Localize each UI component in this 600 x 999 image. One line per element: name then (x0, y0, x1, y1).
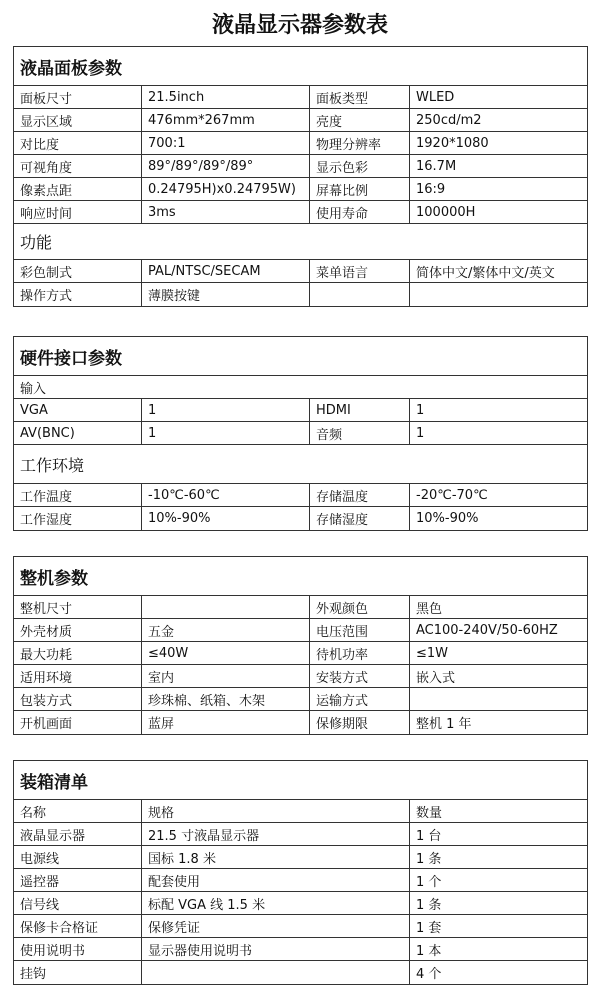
value-cell: 室内 (142, 665, 310, 687)
label-cell: 彩色制式 (14, 260, 142, 282)
qty-cell: 1 台 (416, 828, 442, 844)
qty-cell: 4 个 (416, 967, 442, 982)
table-row (14, 688, 587, 711)
panel-section (13, 46, 588, 307)
value-cell: 0.24795H)x0.24795W) (142, 178, 310, 200)
label-cell: 使用寿命 (310, 201, 410, 223)
value-cell: ≤1W (416, 645, 449, 661)
label-cell: 整机尺寸 (14, 596, 142, 618)
label-cell: VGA (14, 399, 142, 421)
value-cell (142, 596, 310, 618)
table-row (14, 283, 587, 306)
label-cell: 操作方式 (14, 283, 142, 306)
packing-heading: 装箱清单 (14, 761, 587, 800)
panel-table (14, 86, 587, 224)
label-cell: 显示色彩 (310, 155, 410, 177)
qty-cell: 1 本 (416, 943, 442, 959)
value-cell: 1 (416, 402, 425, 418)
value-cell: WLED (416, 89, 455, 105)
value-cell: 10%-90% (142, 507, 310, 530)
label-cell: 电压范围 (310, 619, 410, 641)
value-cell: 476mm*267mm (142, 109, 310, 131)
name-cell: 液晶显示器 (14, 823, 142, 845)
value-cell: -10℃-60℃ (142, 484, 310, 506)
label-cell: HDMI (310, 399, 410, 421)
table-row (14, 619, 587, 642)
table-row (14, 846, 587, 869)
name-cell: 遥控器 (14, 869, 142, 891)
spec-cell: 21.5 寸液晶显示器 (142, 823, 410, 845)
label-cell: 安装方式 (310, 665, 410, 687)
column-header: 名称 (14, 800, 142, 822)
environment-heading: 工作环境 (14, 445, 587, 484)
table-row (14, 711, 587, 734)
table-row (14, 961, 587, 984)
name-cell: 使用说明书 (14, 938, 142, 960)
label-cell: 屏幕比例 (310, 178, 410, 200)
spec-cell: 显示器使用说明书 (142, 938, 410, 960)
label-cell (310, 283, 410, 306)
label-cell: 工作温度 (14, 484, 142, 506)
label-cell: 亮度 (310, 109, 410, 131)
label-cell: 物理分辨率 (310, 132, 410, 154)
table-row (14, 665, 587, 688)
function-heading: 功能 (14, 224, 587, 260)
label-cell: 外壳材质 (14, 619, 142, 641)
table-row (14, 422, 587, 445)
value-cell: 珍珠棉、纸箱、木架 (142, 688, 310, 710)
spec-cell (142, 961, 410, 984)
packing-section (13, 760, 588, 985)
value-cell: 黑色 (416, 601, 443, 617)
label-cell: 待机功率 (310, 642, 410, 664)
name-cell: 信号线 (14, 892, 142, 914)
table-header-row (14, 800, 587, 823)
value-cell: PAL/NTSC/SECAM (142, 260, 310, 282)
column-header: 规格 (142, 800, 410, 822)
table-row (14, 642, 587, 665)
table-row (14, 484, 587, 507)
input-table (14, 399, 587, 445)
machine-table (14, 596, 587, 734)
spec-cell: 配套使用 (142, 869, 410, 891)
table-row (14, 201, 587, 224)
label-cell: 外观颜色 (310, 596, 410, 618)
value-cell: 蓝屏 (142, 711, 310, 734)
qty-cell: 1 套 (416, 920, 442, 936)
label-cell: 菜单语言 (310, 260, 410, 282)
table-row (14, 823, 587, 846)
label-cell: AV(BNC) (14, 422, 142, 444)
label-cell: 保修期限 (310, 711, 410, 734)
panel-heading: 液晶面板参数 (14, 47, 587, 86)
value-cell: 1920*1080 (416, 135, 489, 151)
value-cell: 16:9 (416, 181, 446, 197)
value-cell: -20℃-70℃ (416, 487, 488, 503)
value-cell: 700:1 (142, 132, 310, 154)
table-row (14, 915, 587, 938)
label-cell: 适用环境 (14, 665, 142, 687)
value-cell: 薄膜按键 (142, 283, 310, 306)
function-table (14, 260, 587, 306)
table-row (14, 86, 587, 109)
label-cell: 存储温度 (310, 484, 410, 506)
spec-cell: 标配 VGA 线 1.5 米 (142, 892, 410, 914)
value-cell: AC100-240V/50-60HZ (416, 622, 558, 638)
hardware-heading: 硬件接口参数 (14, 337, 587, 376)
machine-section (13, 556, 588, 735)
machine-heading: 整机参数 (14, 557, 587, 596)
spec-cell: 国标 1.8 米 (142, 846, 410, 868)
input-label: 输入 (14, 376, 587, 399)
qty-cell: 1 条 (416, 897, 442, 913)
label-cell: 包装方式 (14, 688, 142, 710)
label-cell: 开机画面 (14, 711, 142, 734)
table-row (14, 938, 587, 961)
qty-cell: 1 条 (416, 851, 442, 867)
table-row (14, 260, 587, 283)
label-cell: 最大功耗 (14, 642, 142, 664)
name-cell: 电源线 (14, 846, 142, 868)
column-header: 数量 (416, 805, 443, 821)
label-cell: 面板尺寸 (14, 86, 142, 108)
value-cell: 250cd/m2 (416, 112, 482, 128)
value-cell (410, 283, 587, 306)
qty-cell: 1 个 (416, 874, 442, 890)
value-cell: 嵌入式 (416, 670, 456, 686)
label-cell: 对比度 (14, 132, 142, 154)
value-cell: 3ms (142, 201, 310, 223)
label-cell: 响应时间 (14, 201, 142, 223)
value-cell: 21.5inch (142, 86, 310, 108)
value-cell: 16.7M (416, 158, 457, 174)
table-row (14, 596, 587, 619)
label-cell: 可视角度 (14, 155, 142, 177)
value-cell: ≤40W (142, 642, 310, 664)
value-cell: 89°/89°/89°/89° (142, 155, 310, 177)
label-cell: 运输方式 (310, 688, 410, 710)
environment-table (14, 484, 587, 530)
label-cell: 存储湿度 (310, 507, 410, 530)
table-row (14, 892, 587, 915)
value-cell: 简体中文/繁体中文/英文 (416, 265, 555, 281)
label-cell: 面板类型 (310, 86, 410, 108)
packing-table (14, 800, 587, 984)
label-cell: 显示区域 (14, 109, 142, 131)
value-cell: 1 (142, 422, 310, 444)
table-row (14, 109, 587, 132)
label-cell: 音频 (310, 422, 410, 444)
hardware-section (13, 336, 588, 531)
value-cell: 1 (142, 399, 310, 421)
value-cell: 100000H (416, 204, 476, 220)
page-title: 液晶显示器参数表 (211, 13, 388, 38)
table-row (14, 178, 587, 201)
table-row (14, 155, 587, 178)
table-row (14, 507, 587, 530)
value-cell (410, 688, 587, 710)
spec-cell: 保修凭证 (142, 915, 410, 937)
table-row (14, 132, 587, 155)
name-cell: 保修卡合格证 (14, 915, 142, 937)
value-cell: 10%-90% (416, 511, 479, 526)
value-cell: 五金 (142, 619, 310, 641)
label-cell: 像素点距 (14, 178, 142, 200)
value-cell: 整机 1 年 (416, 717, 472, 732)
value-cell: 1 (416, 425, 425, 441)
table-row (14, 399, 587, 422)
table-row (14, 869, 587, 892)
label-cell: 工作湿度 (14, 507, 142, 530)
name-cell: 挂钩 (14, 961, 142, 984)
